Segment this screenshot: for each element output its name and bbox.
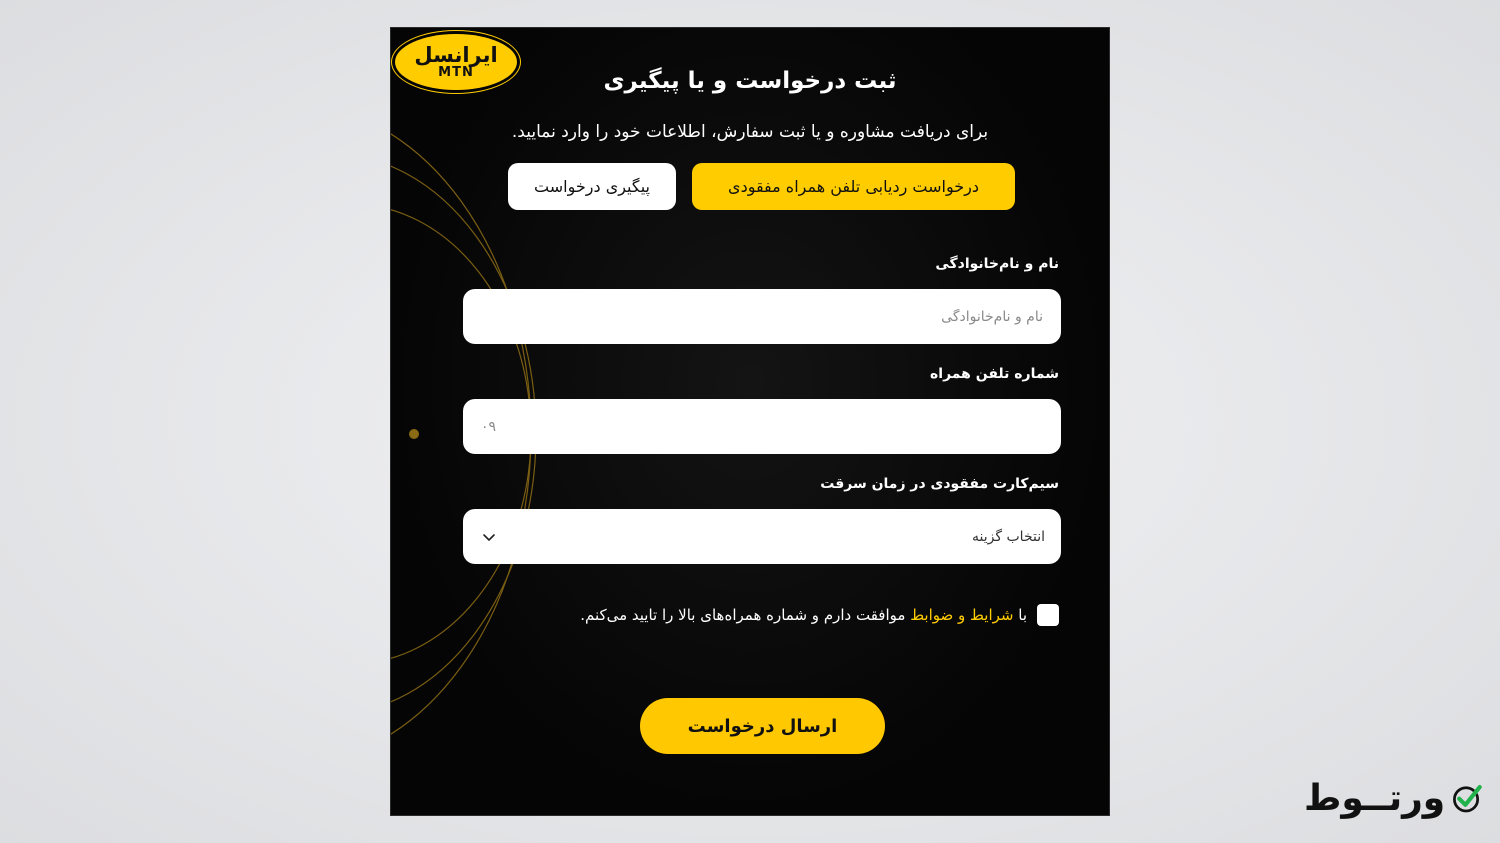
sim-select-value: انتخاب گزینه xyxy=(972,528,1045,545)
page-subtitle: برای دریافت مشاوره و یا ثبت سفارش، اطلاعات خود را وارد نمایید. xyxy=(511,122,989,142)
sim-select[interactable] xyxy=(463,509,1061,564)
tab-label: پیگیری درخواست xyxy=(534,177,650,196)
terms-text xyxy=(580,604,1027,626)
phone-field-label: شماره تلفن همراه xyxy=(930,366,1059,382)
name-input[interactable] xyxy=(463,289,1061,344)
request-form-panel xyxy=(390,27,1110,816)
chevron-down-icon xyxy=(481,529,497,545)
watermark-text: ورتــوط xyxy=(1304,777,1446,819)
sim-field-label: سیم‌کارت مفقودی در زمان سرقت xyxy=(820,476,1059,492)
terms-checkbox[interactable] xyxy=(1037,604,1059,626)
page-title: ثبت درخواست و یا پیگیری xyxy=(603,68,897,94)
submit-button[interactable]: ارسال درخواست xyxy=(640,698,885,754)
terms-suffix: موافقت دارم و شماره همراه‌های بالا را تایید می‌کنم. xyxy=(580,606,906,624)
checkmark-icon xyxy=(1451,774,1484,822)
tab-label: درخواست ردیابی تلفن همراه مفقودی xyxy=(728,177,979,196)
tab-lost-phone-tracking[interactable] xyxy=(692,163,1015,210)
logo-persian-text: ایرانسل xyxy=(414,43,498,67)
terms-link[interactable]: شرایط و ضوابط xyxy=(910,606,1014,624)
phone-input[interactable] xyxy=(463,399,1061,454)
terms-prefix: با xyxy=(1018,606,1027,624)
name-field-label: نام و نام‌خانوادگی xyxy=(935,256,1059,272)
site-watermark xyxy=(1304,770,1484,826)
logo-english-text: MTN xyxy=(438,65,474,80)
tab-request-followup[interactable] xyxy=(508,163,676,210)
